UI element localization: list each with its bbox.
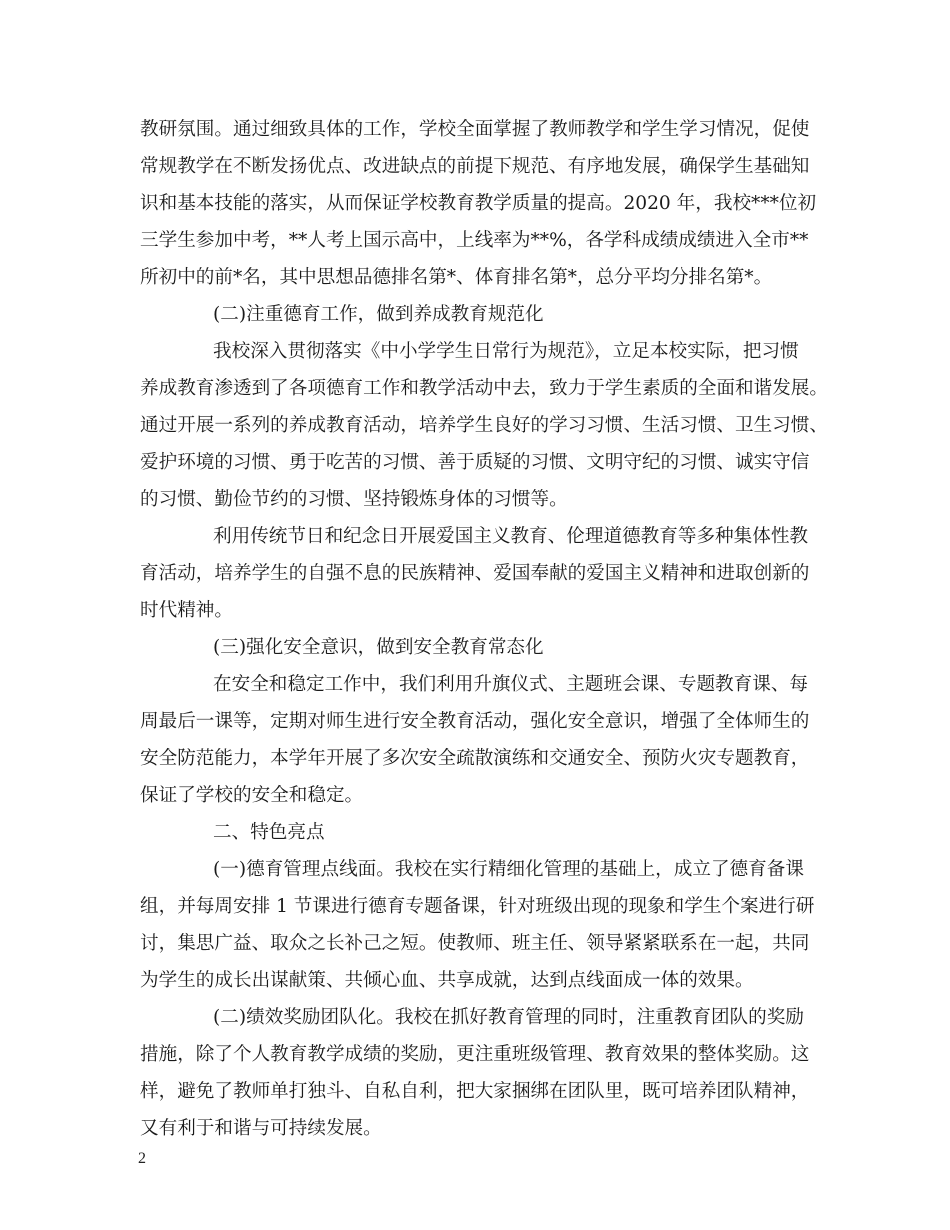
body-line: 所初中的前*名，其中思想品德排名第*、体育排名第*，总分平均分排名第*。 — [140, 267, 773, 288]
body-line: 三学生参加中考，**人考上国示高中，上线率为**%，各学科成绩成绩进入全市** — [140, 230, 809, 251]
body-line: 保证了学校的安全和稳定。 — [140, 785, 364, 806]
section-heading: 二、特色亮点 — [213, 822, 325, 843]
body-line: (一)德育管理点线面。我校在实行精细化管理的基础上，成立了德育备课 — [213, 859, 804, 880]
body-line: 的习惯、勤俭节约的习惯、坚持锻炼身体的习惯等。 — [140, 489, 568, 510]
page-number: 2 — [138, 1150, 146, 1167]
body-line: 时代精神。 — [140, 600, 233, 621]
body-line: 利用传统节日和纪念日开展爱国主义教育、伦理道德教育等多种集体性教 — [213, 526, 809, 547]
section-heading: (三)强化安全意识，做到安全教育常态化 — [213, 637, 544, 658]
body-line: 周最后一课等，定期对师生进行安全教育活动，强化安全意识，增强了全体师生的 — [140, 711, 810, 732]
section-heading: (二)注重德育工作，做到养成教育规范化 — [213, 304, 544, 325]
body-line: 在安全和稳定工作中，我们利用升旗仪式、主题班会课、专题教育课、每 — [213, 674, 809, 695]
body-line: 又有利于和谐与可持续发展。 — [140, 1118, 382, 1139]
body-line: 爱护环境的习惯、勇于吃苦的习惯、善于质疑的习惯、文明守纪的习惯、诚实守信 — [140, 452, 810, 473]
body-line: (二)绩效奖励团队化。我校在抓好教育管理的同时，注重教育团队的奖励 — [213, 1007, 804, 1028]
body-line: 通过开展一系列的养成教育活动，培养学生良好的学习习惯、生活习惯、卫生习惯、 — [140, 415, 828, 436]
body-line: 安全防范能力，本学年开展了多次安全疏散演练和交通安全、预防火灾专题教育， — [140, 748, 810, 769]
body-line: 措施，除了个人教育教学成绩的奖励，更注重班级管理、教育效果的整体奖励。这 — [140, 1044, 810, 1065]
body-line: 育活动，培养学生的自强不息的民族精神、爱国奉献的爱国主义精神和进取创新的 — [140, 563, 810, 584]
body-line: 教研氛围。通过细致具体的工作，学校全面掌握了教师教学和学生学习情况，促使 — [140, 119, 810, 140]
body-line: 讨，集思广益、取众之长补己之短。使教师、班主任、领导紧紧联系在一起，共同 — [140, 933, 810, 954]
body-line: 常规教学在不断发扬优点、改进缺点的前提下规范、有序地发展，确保学生基础知 — [140, 156, 810, 177]
body-line: 组，并每周安排 1 节课进行德育专题备课，针对班级出现的现象和学生个案进行研 — [140, 896, 815, 917]
body-line: 我校深入贯彻落实《中小学学生日常行为规范》，立足本校实际，把习惯 — [213, 341, 799, 362]
body-line: 养成教育渗透到了各项德育工作和教学活动中去，致力于学生素质的全面和谐发展。 — [140, 378, 828, 399]
body-line: 识和基本技能的落实，从而保证学校教育教学质量的提高。2020 年，我校***位初 — [140, 193, 817, 214]
body-line: 为学生的成长出谋献策、共倾心血、共享成就，达到点线面成一体的效果。 — [140, 970, 754, 991]
body-line: 样，避免了教师单打独斗、自私自利，把大家捆绑在团队里，既可培养团队精神， — [140, 1081, 810, 1102]
